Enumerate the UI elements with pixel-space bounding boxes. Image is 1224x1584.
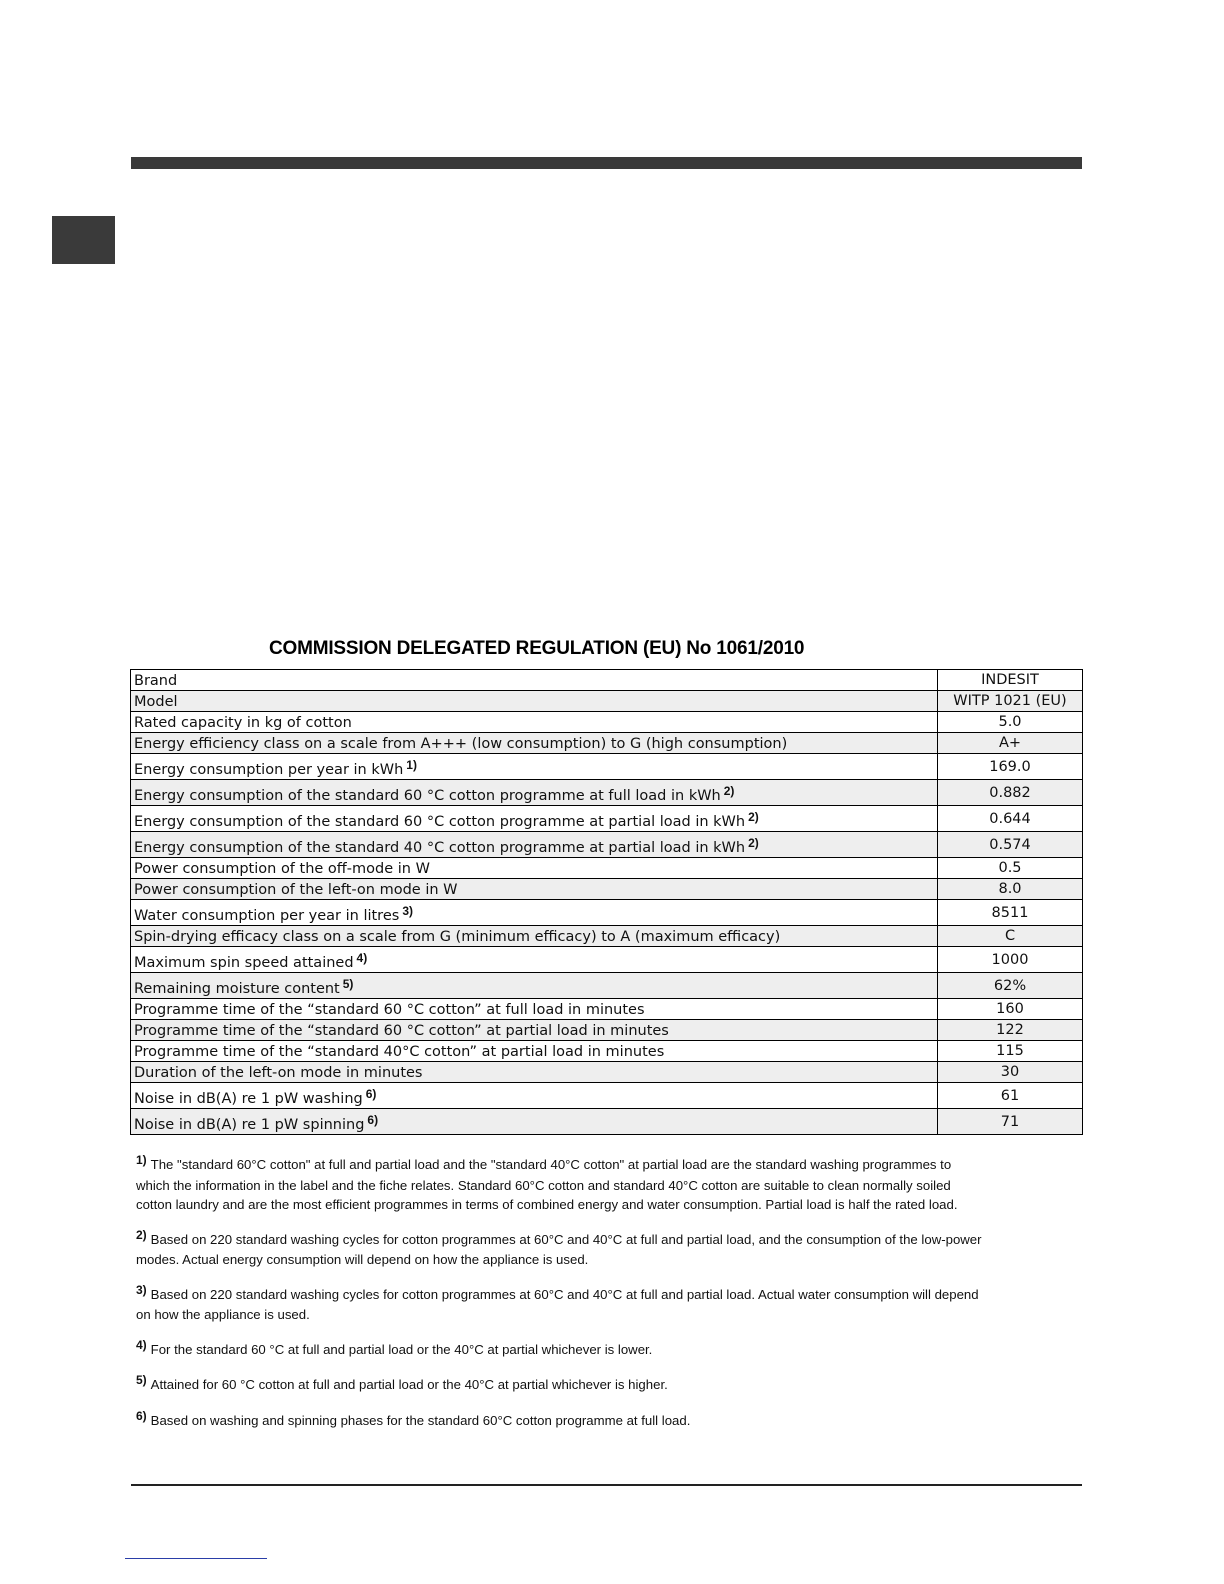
row-label: Duration of the left-on mode in minutes <box>134 1065 423 1081</box>
footnotes <box>136 1155 1086 1446</box>
footnote <box>136 1227 1086 1270</box>
row-label: Energy consumption of the standard 40 °C cotton programme at partial load in kWh <box>134 840 746 856</box>
row-label-cell <box>131 832 938 858</box>
table-row <box>131 1109 1083 1135</box>
table-row <box>131 1020 1083 1041</box>
product-fiche-table <box>130 669 1083 1135</box>
table-row <box>131 780 1083 806</box>
row-label: Programme time of the “standard 60 °C cotton” at partial load in minutes <box>134 1023 669 1039</box>
footnote-ref: 4) <box>356 951 368 965</box>
footnote-ref: 1) <box>406 758 417 772</box>
footnote-ref: 3) <box>402 904 413 918</box>
footnote-ref: 5) <box>342 977 354 991</box>
table-row <box>131 670 1083 691</box>
table-row <box>131 806 1083 832</box>
table-row <box>131 926 1083 947</box>
row-value: 61 <box>938 1083 1083 1109</box>
table-row <box>131 900 1083 926</box>
row-label-cell <box>131 999 938 1020</box>
row-label: Energy consumption of the standard 60 °C cotton programme at full load in kWh <box>134 788 721 804</box>
row-label-cell <box>131 806 938 832</box>
table-row <box>131 1083 1083 1109</box>
footnote-ref: 6) <box>367 1113 379 1127</box>
footnote-line: Based on 220 standard washing cycles for cotton programmes at 60°C and 40°C at full and partial load. Actual water consumption will depend <box>150 1286 979 1302</box>
footnote-line: For the standard 60 °C at full and partial load or the 40°C at partial whichever is lower. <box>150 1341 653 1357</box>
footnote <box>136 1337 1086 1361</box>
footnote <box>136 1155 1086 1215</box>
regulation-title: COMMISSION DELEGATED REGULATION (EU) No 1061/2010 <box>269 638 805 659</box>
row-label: Power consumption of the off-mode in W <box>134 861 430 877</box>
row-label: Noise in dB(A) re 1 pW spinning <box>134 1117 365 1133</box>
footnote-mark: 5) <box>136 1373 147 1387</box>
table-row <box>131 858 1083 879</box>
table-row <box>131 733 1083 754</box>
footnote-mark: 6) <box>136 1408 147 1423</box>
row-label-cell <box>131 712 938 733</box>
footnote-line: Based on washing and spinning phases for the standard 60°C cotton programme at full load. <box>150 1412 691 1428</box>
row-label: Energy consumption of the standard 60 °C cotton programme at partial load in kWh <box>134 814 746 830</box>
row-label-cell <box>131 1020 938 1041</box>
row-label: Programme time of the “standard 40°C cotton” at partial load in minutes <box>134 1044 665 1060</box>
footnote-line: Attained for 60 °C cotton at full and partial load or the 40°C at partial whichever is higher. <box>150 1377 668 1392</box>
row-label: Maximum spin speed attained <box>134 955 354 971</box>
footer-rule <box>131 1484 1082 1486</box>
row-value: 30 <box>938 1062 1083 1083</box>
row-label-cell <box>131 670 938 691</box>
table-row <box>131 973 1083 999</box>
footnote-line: Based on 220 standard washing cycles for cotton programmes at 60°C and 40°C at full and partial load, and the consumption of the low-power <box>150 1231 982 1247</box>
table-row <box>131 947 1083 973</box>
row-label-cell <box>131 733 938 754</box>
row-label: Power consumption of the left-on mode in W <box>134 882 458 898</box>
row-value: 1000 <box>938 947 1083 973</box>
row-label-cell <box>131 926 938 947</box>
footnote-line: cotton laundry and are the most efficient programmes in terms of combined energy and water consumption. Partial load is half the rated load. <box>136 1197 958 1212</box>
footnote-mark: 4) <box>136 1337 147 1352</box>
header-rule <box>131 157 1082 169</box>
footnote-mark: 2) <box>136 1227 147 1242</box>
footnote <box>136 1282 1086 1325</box>
footnote-line: on how the appliance is used. <box>136 1307 310 1322</box>
footnote-mark: 3) <box>136 1282 147 1297</box>
row-label: Brand <box>134 673 178 689</box>
row-value: 0.882 <box>938 780 1083 806</box>
row-value: 8511 <box>938 900 1083 926</box>
table-row <box>131 999 1083 1020</box>
row-label-cell <box>131 879 938 900</box>
row-value: 0.5 <box>938 858 1083 879</box>
row-value: 169.0 <box>938 754 1083 780</box>
row-label-cell <box>131 1083 938 1109</box>
language-tab-marker <box>52 216 115 264</box>
row-label-cell <box>131 900 938 926</box>
footnote-ref: 2) <box>748 810 759 824</box>
row-label: Energy efficiency class on a scale from A+++ (low consumption) to G (high consumption) <box>134 736 788 752</box>
row-label: Spin-drying efficacy class on a scale from G (minimum efficacy) to A (maximum efficacy) <box>134 929 781 945</box>
footer-link-underline <box>125 1558 267 1559</box>
row-value: 62% <box>938 973 1083 999</box>
row-label-cell <box>131 754 938 780</box>
row-value: WITP 1021 (EU) <box>938 691 1083 712</box>
table-row <box>131 1041 1083 1062</box>
row-label-cell <box>131 1062 938 1083</box>
row-label: Energy consumption per year in kWh <box>134 762 404 778</box>
row-label: Noise in dB(A) re 1 pW washing <box>134 1091 363 1107</box>
footnote-mark: 1) <box>136 1153 147 1167</box>
table-row <box>131 712 1083 733</box>
row-label-cell <box>131 1109 938 1135</box>
row-label: Water consumption per year in litres <box>134 908 400 924</box>
table-row <box>131 1062 1083 1083</box>
row-value: 160 <box>938 999 1083 1020</box>
row-label-cell <box>131 1041 938 1062</box>
table-row <box>131 754 1083 780</box>
row-value: C <box>938 926 1083 947</box>
row-label: Remaining moisture content <box>134 981 340 997</box>
row-value: 0.644 <box>938 806 1083 832</box>
footnote-line: which the information in the label and the fiche relates. Standard 60°C cotton and standard 40°C cotton are suitable to clean normally soiled <box>136 1177 951 1193</box>
row-value: 115 <box>938 1041 1083 1062</box>
row-label-cell <box>131 691 938 712</box>
footnote-line: modes. Actual energy consumption will depend on how the appliance is used. <box>136 1252 589 1267</box>
footnote-ref: 6) <box>365 1087 377 1101</box>
row-value: 0.574 <box>938 832 1083 858</box>
row-label-cell <box>131 947 938 973</box>
footnote-line: The "standard 60°C cotton" at full and partial load and the "standard 40°C cotton" at partial load are the standard washing programmes to <box>150 1157 952 1172</box>
footnote <box>136 1408 1086 1432</box>
row-label: Model <box>134 694 178 710</box>
row-label: Programme time of the “standard 60 °C cotton” at full load in minutes <box>134 1002 645 1018</box>
footnote-ref: 2) <box>723 784 735 798</box>
row-value: 71 <box>938 1109 1083 1135</box>
table-row <box>131 691 1083 712</box>
table-row <box>131 832 1083 858</box>
row-value: A+ <box>938 733 1083 754</box>
footnote-ref: 2) <box>748 836 759 850</box>
row-value: 8.0 <box>938 879 1083 900</box>
row-label-cell <box>131 858 938 879</box>
row-label-cell <box>131 973 938 999</box>
footnote <box>136 1375 1086 1396</box>
table-row <box>131 879 1083 900</box>
row-label: Rated capacity in kg of cotton <box>134 715 352 731</box>
row-value: 5.0 <box>938 712 1083 733</box>
row-label-cell <box>131 780 938 806</box>
row-value: INDESIT <box>938 670 1083 691</box>
row-value: 122 <box>938 1020 1083 1041</box>
